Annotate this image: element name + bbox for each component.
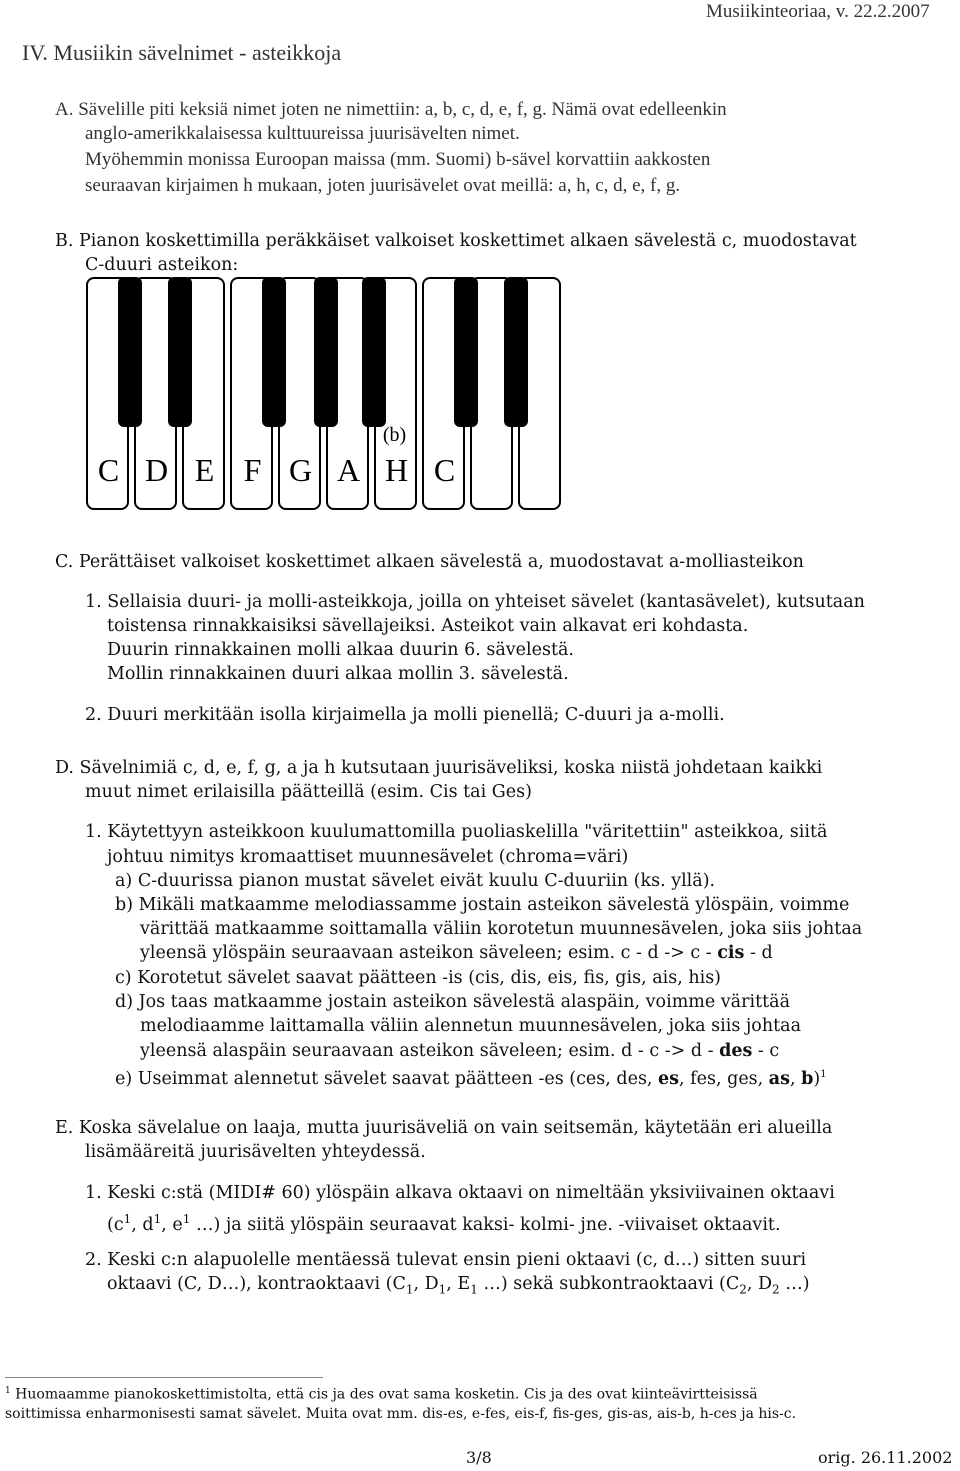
section-d-item-c: c) Korotetut sävelet saavat päätteen -is (cis, dis, eis, fis, gis, ais, his): [115, 968, 722, 988]
footnote-ref: 1: [820, 1069, 827, 1080]
version-date: Musiikinteoriaa, v. 22.2.2007: [706, 1, 930, 22]
text: ): [813, 1068, 821, 1089]
section-e-item2-line-2: [107, 1272, 810, 1302]
key-label-b: (b): [382, 424, 407, 446]
text: , d: [131, 1214, 154, 1235]
section-a-line-2: anglo-amerikkalaisessa kulttuureissa juurisävelten nimet.: [85, 123, 520, 144]
section-d-line-1: D. Sävelnimiä c, d, e, f, g, a ja h kutsutaan juurisäveliksi, koska niistä johdetaan kaikki: [55, 758, 823, 778]
black-key-fis: [262, 277, 286, 427]
footnote-mark: 1: [5, 1386, 11, 1396]
text: , e: [161, 1214, 183, 1235]
text: , D: [746, 1274, 773, 1294]
text: e) Useimmat alennetut sävelet saavat päätteen -es (ces, des,: [115, 1068, 659, 1089]
black-key-dis: [168, 277, 192, 427]
section-d-item-a: a) C-duurissa pianon mustat sävelet eivät kuulu C-duuriin (ks. yllä).: [115, 871, 716, 891]
key-label: H: [384, 452, 409, 488]
section-d-item-d-line-1: d) Jos taas matkaamme jostain asteikon sävelestä alaspäin, voimme värittää: [115, 992, 791, 1012]
superscript: 1: [153, 1212, 162, 1226]
bold-text: as: [768, 1068, 790, 1089]
text: …): [779, 1274, 810, 1294]
black-key-cis-high: [454, 277, 478, 427]
key-label: D: [144, 452, 169, 488]
section-d-item-d-line-3: [140, 1039, 779, 1063]
superscript: 1: [123, 1212, 132, 1226]
section-e-line-1: E. Koska sävelalue on laaja, mutta juurisäveliä on vain seitsemän, käytetään eri alueilla: [55, 1118, 833, 1138]
section-d-item1-line-1: 1. Käytettyyn asteikkoon kuulumattomilla puoliaskelilla "väritettiin" asteikkoa, siitä: [85, 822, 828, 842]
section-e-item1-line-1: 1. Keski c:stä (MIDI# 60) ylöspäin alkava oktaavi on nimeltään yksiviivainen oktaavi: [85, 1183, 835, 1203]
superscript: 1: [182, 1212, 191, 1226]
text: yleensä ylöspäin seuraavaan asteikon säveleen; esim. c - d -> c -: [140, 943, 718, 963]
page-title: IV. Musiikin sävelnimet - asteikkoja: [22, 40, 342, 65]
section-c-title: C. Perättäiset valkoiset koskettimet alkaen sävelestä a, muodostavat a-molliasteikon: [55, 552, 804, 572]
subscript: 1: [405, 1282, 414, 1297]
text: (c: [107, 1214, 124, 1235]
key-label: E: [194, 452, 215, 488]
subscript: 1: [438, 1282, 447, 1297]
text: , fes, ges,: [679, 1068, 769, 1089]
section-e-item2-line-1: 2. Keski c:n alapuolelle mentäessä tulevat ensin pieni oktaavi (c, d…) sitten suuri: [85, 1250, 807, 1270]
text: …) sekä subkontraoktaavi (C: [477, 1274, 740, 1294]
section-c-item1-line-2: toistensa rinnakkaisiksi sävellajeiksi. Asteikot vain alkavat eri kohdasta.: [107, 616, 749, 636]
text: , D: [413, 1274, 439, 1294]
bold-text: cis: [717, 943, 745, 963]
section-d-item-b-line-1: b) Mikäli matkaamme melodiassamme jostain asteikon sävelestä ylöspäin, voimme: [115, 895, 850, 915]
section-c-item1-line-3: Duurin rinnakkainen molli alkaa duurin 6. sävelestä.: [107, 640, 574, 660]
section-d-item-b-line-2: värittää matkaamme soittamalla väliin korotetun muunnesävelen, joka siis johtaa: [140, 919, 863, 939]
original-date: orig. 26.11.2002: [818, 1448, 953, 1467]
section-e-line-2: lisämääreitä juurisävelten yhteydessä.: [85, 1142, 426, 1162]
page-number: 3/8: [466, 1448, 492, 1467]
section-c-item2: 2. Duuri merkitään isolla kirjaimella ja molli pienellä; C-duuri ja a-molli.: [85, 705, 725, 725]
section-b-line-2: C-duuri asteikon:: [85, 255, 239, 275]
text: …) ja siitä ylöspäin seuraavat kaksi- kolmi- jne. -viivaiset oktaavit.: [190, 1214, 781, 1235]
footnote-line-2: soittimissa enharmonisesti samat sävelet. Muita ovat mm. dis-es, e-fes, eis-f, fis-ges, gis-as, ais-b, h-ces ja his-c.: [5, 1406, 797, 1422]
text: , E: [446, 1274, 471, 1294]
piano-keyboard: [86, 277, 566, 512]
subscript: 2: [739, 1282, 747, 1297]
section-a-line-1: A. Sävelille piti keksiä nimet joten ne nimettiin: a, b, c, d, e, f, g. Nämä ovat edelleenkin: [55, 99, 727, 120]
key-label: C: [433, 452, 456, 488]
section-a-line-4: seuraavan kirjaimen h mukaan, joten juurisävelet ovat meillä: a, h, c, d, e, f, g.: [85, 175, 681, 196]
key-label: A: [336, 452, 361, 488]
black-key-cis: [118, 277, 142, 427]
subscript: 2: [772, 1282, 780, 1297]
text: - c: [752, 1041, 780, 1061]
black-key-gis: [314, 277, 338, 427]
subscript: 1: [470, 1282, 478, 1297]
section-b-line-1: B. Pianon koskettimilla peräkkäiset valkoiset koskettimet alkaen sävelestä c, muodostavat: [55, 231, 857, 251]
key-label: F: [243, 452, 262, 488]
bold-text: des: [719, 1041, 753, 1061]
text: oktaavi (C, D…), kontraoktaavi (C: [107, 1274, 406, 1294]
section-d-item1-line-2: johtuu nimitys kromaattiset muunnesävelet (chroma=väri): [107, 847, 629, 867]
footnote-line-1: [5, 1381, 758, 1405]
section-d-item-b-line-3: [140, 941, 773, 965]
section-e-item1-line-2: [107, 1207, 781, 1237]
text: ,: [789, 1068, 802, 1089]
section-d-line-2: muut nimet erilaisilla päätteillä (esim. Cis tai Ges): [85, 782, 532, 802]
bold-text: es: [658, 1068, 680, 1089]
key-label: G: [288, 452, 313, 488]
section-d-item-d-line-2: melodiaamme laittamalla väliin alennetun muunnesävelen, joka siis johtaa: [140, 1016, 802, 1036]
footnote-divider: [5, 1377, 323, 1378]
text: yleensä alaspäin seuraavaan asteikon säveleen; esim. d - c -> d -: [140, 1041, 720, 1061]
section-d-item-e: [115, 1063, 827, 1091]
section-c-item1-line-1: 1. Sellaisia duuri- ja molli-asteikkoja, joilla on yhteiset sävelet (kantasävelet), kutsutaan: [85, 592, 865, 612]
text: - d: [744, 943, 773, 963]
key-label: C: [97, 452, 120, 488]
section-a-line-3: Myöhemmin monissa Euroopan maissa (mm. Suomi) b-sävel korvattiin aakkosten: [85, 149, 711, 170]
section-c-item1-line-4: Mollin rinnakkainen duuri alkaa mollin 3. sävelestä.: [107, 664, 569, 684]
bold-text: b: [801, 1068, 814, 1089]
black-key-dis-high: [504, 277, 528, 427]
text: Huomaamme pianokoskettimistolta, että cis ja des ovat sama kosketin. Cis ja des ovat kiinteävirtteisissä: [10, 1386, 758, 1403]
black-key-ais: [362, 277, 386, 427]
